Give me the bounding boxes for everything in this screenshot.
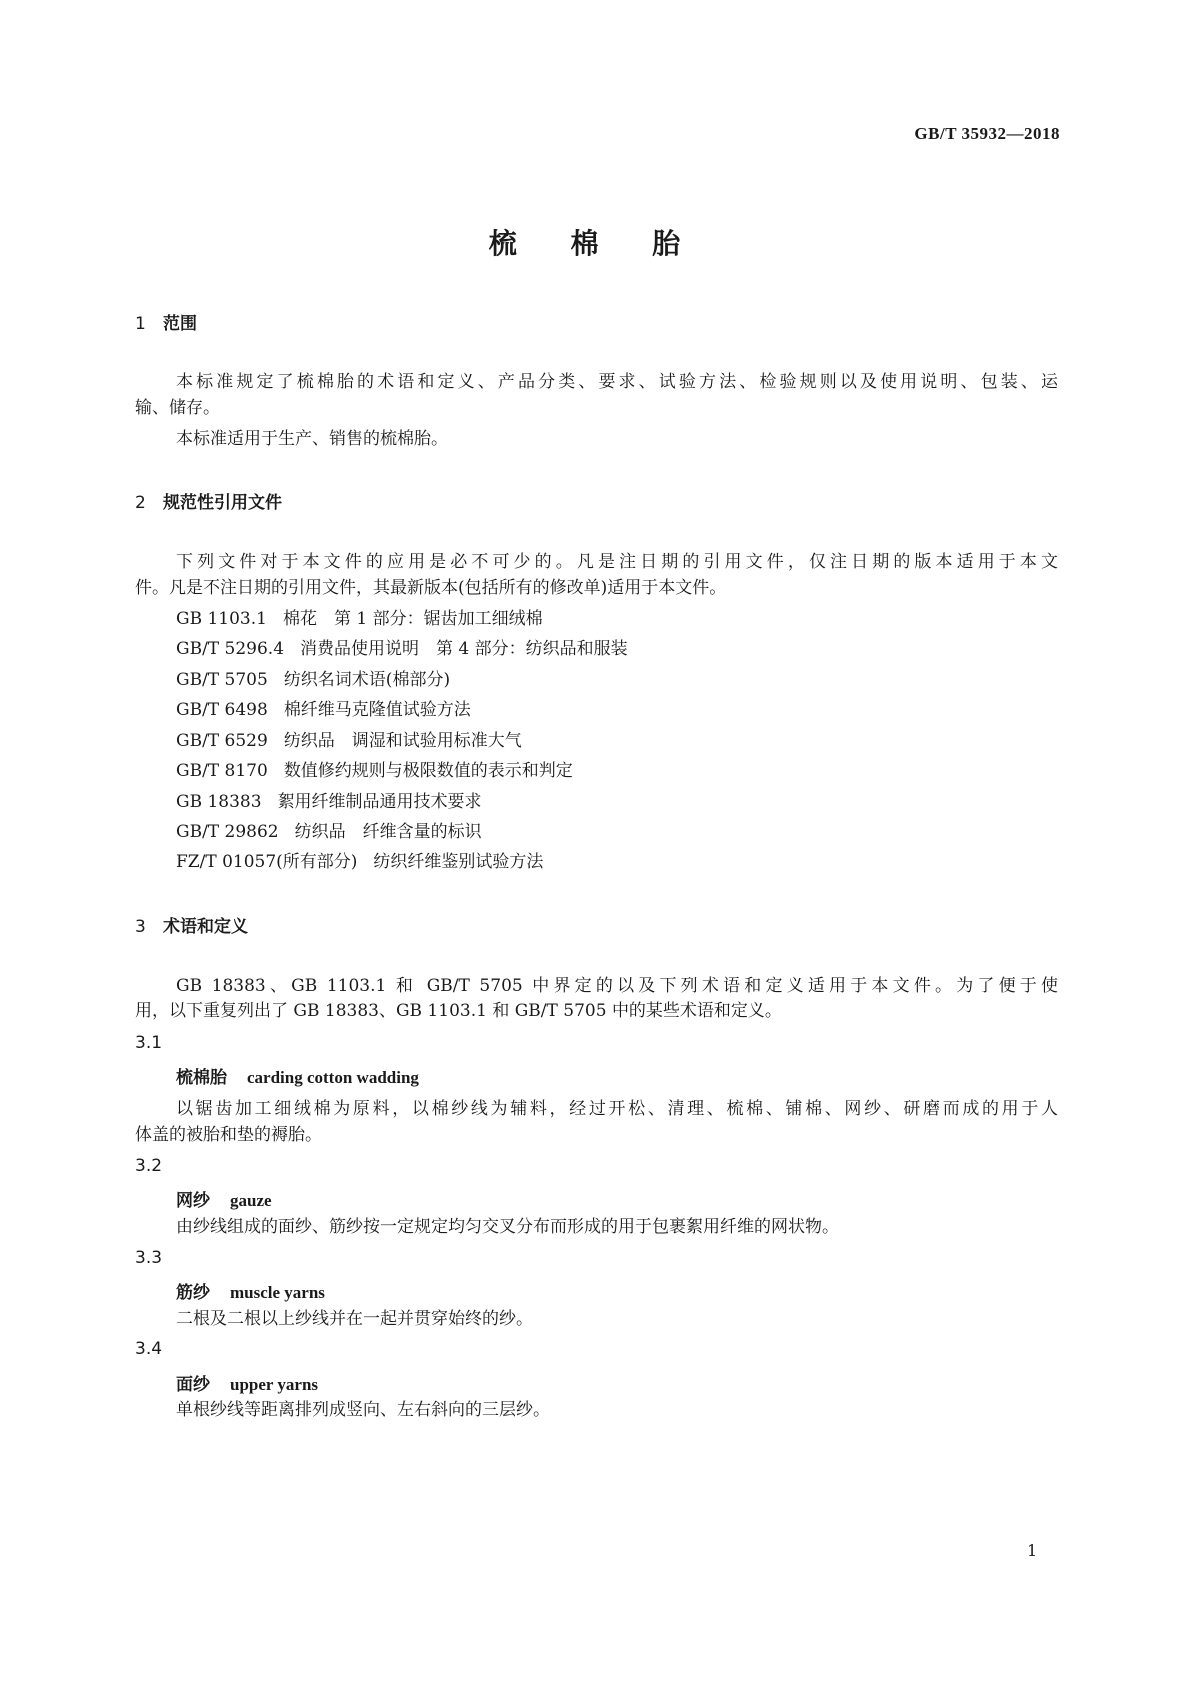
definition-line: 体盖的被胎和垫的褥胎。 (135, 1125, 322, 1145)
reference-title: 絮用纤维制品通用技术要求 (277, 792, 482, 812)
reference-item (176, 792, 482, 812)
reference-item (176, 731, 522, 751)
document-title: 梳 棉 胎 (488, 227, 703, 260)
reference-code: FZ/T 01057(所有部分) (176, 852, 358, 872)
reference-item (176, 852, 543, 872)
paragraph: 本标准适用于生产、销售的梳棉胎。 (176, 429, 448, 449)
term-zh: 面纱 (176, 1375, 210, 1395)
reference-code: GB 18383 (176, 792, 262, 812)
reference-item (176, 700, 471, 720)
section-number: 3 (135, 917, 146, 937)
term-en: carding cotton wadding (247, 1068, 419, 1087)
paragraph-line: 输、储存。 (135, 398, 220, 418)
section-title: 规范性引用文件 (163, 493, 282, 513)
section-heading-normative-references (135, 488, 282, 513)
term-en: gauze (230, 1191, 272, 1210)
definition-line: 以锯齿加工细绒棉为原料，以棉纱线为辅料，经过开松、清理、梳棉、铺棉、网纱、研磨而成的用于人 (176, 1099, 1058, 1119)
section-title: 范围 (163, 314, 197, 334)
reference-code: GB 1103.1 (176, 609, 267, 629)
reference-item (176, 639, 628, 659)
reference-item (176, 670, 450, 690)
reference-title: 纺织品 调湿和试验用标准大气 (283, 731, 522, 751)
term-en: upper yarns (230, 1375, 319, 1394)
paragraph-line: 用，以下重复列出了 GB 18383、GB 1103.1 和 GB/T 5705 中的某些术语和定义。 (135, 1001, 782, 1021)
term-heading (176, 1370, 318, 1395)
term-heading (176, 1278, 325, 1303)
definition-line: 由纱线组成的面纱、筋纱按一定规定均匀交叉分布而形成的用于包裹絮用纤维的网状物。 (176, 1217, 839, 1237)
section-heading-terms-and-definitions (135, 912, 248, 937)
reference-item (176, 609, 543, 629)
reference-title: 纺织品 纤维含量的标识 (294, 822, 482, 842)
term-heading (176, 1186, 272, 1211)
reference-title: 数值修约规则与极限数值的表示和判定 (283, 761, 573, 781)
paragraph-line: 下列文件对于本文件的应用是必不可少的。凡是注日期的引用文件，仅注日期的版本适用于本文 (176, 552, 1058, 572)
reference-code: GB/T 8170 (176, 761, 268, 781)
standard-code: GB/T 35932—2018 (914, 124, 1060, 143)
term-number: 3.4 (135, 1339, 163, 1359)
reference-code: GB/T 5296.4 (176, 639, 285, 659)
reference-title: 消费品使用说明 第 4 部分：纺织品和服装 (300, 639, 628, 659)
reference-item (176, 761, 573, 781)
definition-line: 二根及二根以上纱线并在一起并贯穿始终的纱。 (176, 1309, 533, 1329)
reference-code: GB/T 5705 (176, 670, 268, 690)
term-number: 3.1 (135, 1033, 163, 1053)
section-heading-scope (135, 309, 197, 334)
reference-title: 棉花 第 1 部分：锯齿加工细绒棉 (282, 609, 543, 629)
term-number: 3.3 (135, 1248, 163, 1268)
reference-title: 纺织纤维鉴别试验方法 (373, 852, 544, 872)
term-zh: 梳棉胎 (176, 1068, 227, 1088)
reference-title: 棉纤维马克隆值试验方法 (283, 700, 471, 720)
paragraph-line: GB 18383、GB 1103.1 和 GB/T 5705 中界定的以及下列术语和定义适用于本文件。为了便于使 (176, 976, 1058, 996)
term-number: 3.2 (135, 1156, 163, 1176)
section-number: 1 (135, 314, 146, 334)
reference-code: GB/T 6529 (176, 731, 268, 751)
paragraph-line: 件。凡是不注日期的引用文件，其最新版本(包括所有的修改单)适用于本文件。 (135, 578, 727, 598)
term-en: muscle yarns (230, 1283, 325, 1302)
section-title: 术语和定义 (163, 917, 248, 937)
term-zh: 筋纱 (176, 1283, 210, 1303)
paragraph-line: 本标准规定了梳棉胎的术语和定义、产品分类、要求、试验方法、检验规则以及使用说明、包装、运 (176, 372, 1058, 392)
reference-title: 纺织名词术语(棉部分) (283, 670, 451, 690)
definition-line: 单根纱线等距离排列成竖向、左右斜向的三层纱。 (176, 1400, 550, 1420)
term-zh: 网纱 (176, 1191, 210, 1211)
section-number: 2 (135, 493, 146, 513)
reference-item (176, 822, 482, 842)
page-number: 1 (1027, 1541, 1038, 1560)
reference-code: GB/T 6498 (176, 700, 268, 720)
reference-code: GB/T 29862 (176, 822, 279, 842)
term-heading (176, 1063, 419, 1088)
